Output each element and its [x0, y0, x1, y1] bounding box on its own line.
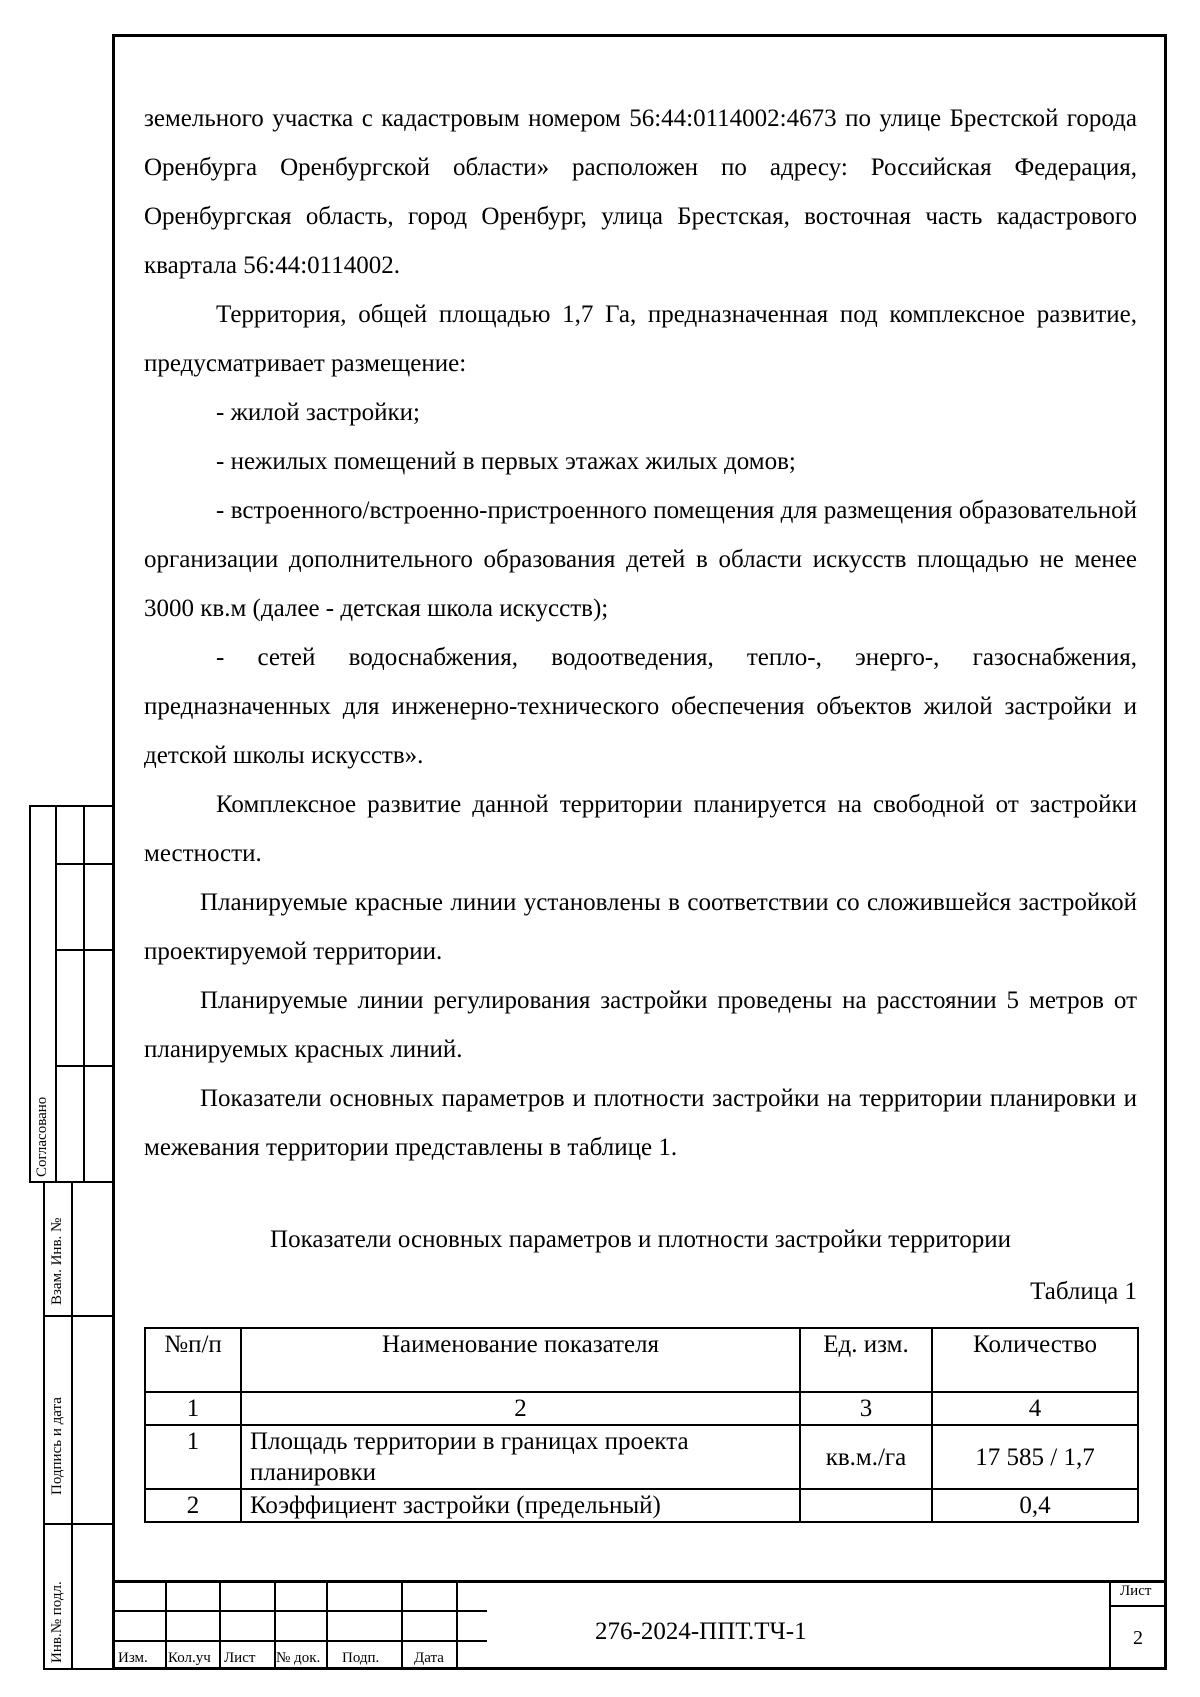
sheet-label: Лист [1120, 1583, 1152, 1599]
col-number: 2 [241, 1392, 800, 1425]
list-item-art-school: - встроенного/встроенно-пристроенного помещения для размещения образовательной организации дополнительного образования детей в области искусств площадью не менее 3000 кв.м (далее - детская школа искусств); [144, 497, 1137, 622]
body-text [144, 94, 1137, 1172]
divider [112, 1610, 487, 1612]
table-cell: 2 [145, 1489, 241, 1522]
side-cell [83, 805, 115, 865]
table-cell: Площадь территории в границах проекта планировки [241, 1425, 800, 1489]
side-cell [55, 805, 85, 865]
table-column-numbers-row [145, 1392, 1138, 1425]
replace-inv-label: Взам. Инв. № [49, 1217, 65, 1305]
paragraph-regulation-lines: Планируемые линии регулирования застройки проведены на расстоянии 5 метров от планируемых красных линий. [144, 987, 1137, 1063]
list-item-nonresidential: - нежилых помещений в первых этажах жилых домов; [216, 448, 796, 475]
side-cell [71, 1523, 115, 1670]
divider [1109, 1580, 1111, 1670]
count-label: Кол.уч [168, 1650, 211, 1666]
list-item-residential: - жилой застройки; [216, 399, 420, 426]
side-cell [71, 1315, 115, 1525]
sheet-number: 2 [1133, 1627, 1143, 1649]
change-label: Изм. [118, 1650, 148, 1666]
paragraph-territory: Территория, общей площадью 1,7 Га, предназначенная под комплексное развитие, предусматривает размещение: [144, 301, 1137, 377]
divider [1109, 1605, 1167, 1607]
header-name: Наименование показателя [241, 1328, 800, 1392]
indicators-table [144, 1327, 1139, 1523]
date-label: Дата [414, 1650, 444, 1666]
agreed-label: Согласовано [34, 1096, 50, 1177]
table-cell: 1 [145, 1425, 241, 1489]
table-cell: Коэффициент застройки (предельный) [241, 1489, 800, 1522]
header-num: №п/п [145, 1328, 241, 1392]
side-stamp [29, 805, 115, 1670]
divider [112, 1640, 487, 1642]
paragraph-indicators: Показатели основных параметров и плотности застройки на территории планировки и межевания территории представлены в таблице 1. [144, 1085, 1137, 1161]
doc-num-label: № док. [276, 1650, 321, 1666]
col-number: 1 [145, 1392, 241, 1425]
table-cell: 17 585 / 1,7 [932, 1425, 1138, 1489]
side-cell [83, 949, 115, 1067]
divider [456, 1580, 458, 1670]
sign-date-label: Подпись и дата [49, 1397, 65, 1495]
header-unit: Ед. изм. [800, 1328, 932, 1392]
divider [219, 1580, 221, 1670]
side-cell [55, 949, 85, 1067]
paragraph-development: Комплексное развитие данной территории планируется на свободной от застройки местности. [144, 791, 1137, 867]
side-cell [71, 1181, 115, 1317]
sheet-col-label: Лист [224, 1650, 256, 1666]
divider [112, 1580, 1167, 1583]
table-row [145, 1489, 1138, 1522]
divider [165, 1580, 167, 1670]
side-cell [83, 1065, 115, 1183]
table-header-row [145, 1328, 1138, 1392]
table-title: Показатели основных параметров и плотности застройки территории [270, 1226, 1011, 1253]
col-number: 4 [932, 1392, 1138, 1425]
table-cell: кв.м./га [800, 1425, 932, 1489]
divider [326, 1580, 328, 1670]
document-code: 276-2024-ППТ.ТЧ-1 [595, 1618, 807, 1645]
table-row [145, 1425, 1138, 1489]
table-cell [800, 1489, 932, 1522]
divider [401, 1580, 403, 1670]
list-item-networks: - сетей водоснабжения, водоотведения, тепло-, энерго-, газоснабжения, предназначенных для инженерно-технического обеспечения объектов жилой застройки и детской школы искусств». [144, 644, 1137, 769]
table-cell: 0,4 [932, 1489, 1138, 1522]
header-quantity: Количество [932, 1328, 1138, 1392]
col-number: 3 [800, 1392, 932, 1425]
paragraph-red-lines: Планируемые красные линии установлены в соответствии со сложившейся застройкой проектируемой территории. [144, 889, 1137, 965]
side-cell [83, 863, 115, 951]
inv-orig-label: Инв.№ подл. [49, 1581, 65, 1663]
signature-label: Подп. [342, 1650, 380, 1666]
side-cell [55, 863, 85, 951]
table-number: Таблица 1 [1030, 1278, 1137, 1305]
paragraph-address: земельного участка с кадастровым номером 56:44:0114002:4673 по улице Брестской города Оренбурга Оренбургской области» расположен по адресу: Российская Федерация, Оренбургская область, город Оренбург, улица Брестская, восточная часть кадастрового квартала 56:44:0114002. [144, 105, 1137, 279]
side-cell [55, 1065, 85, 1183]
